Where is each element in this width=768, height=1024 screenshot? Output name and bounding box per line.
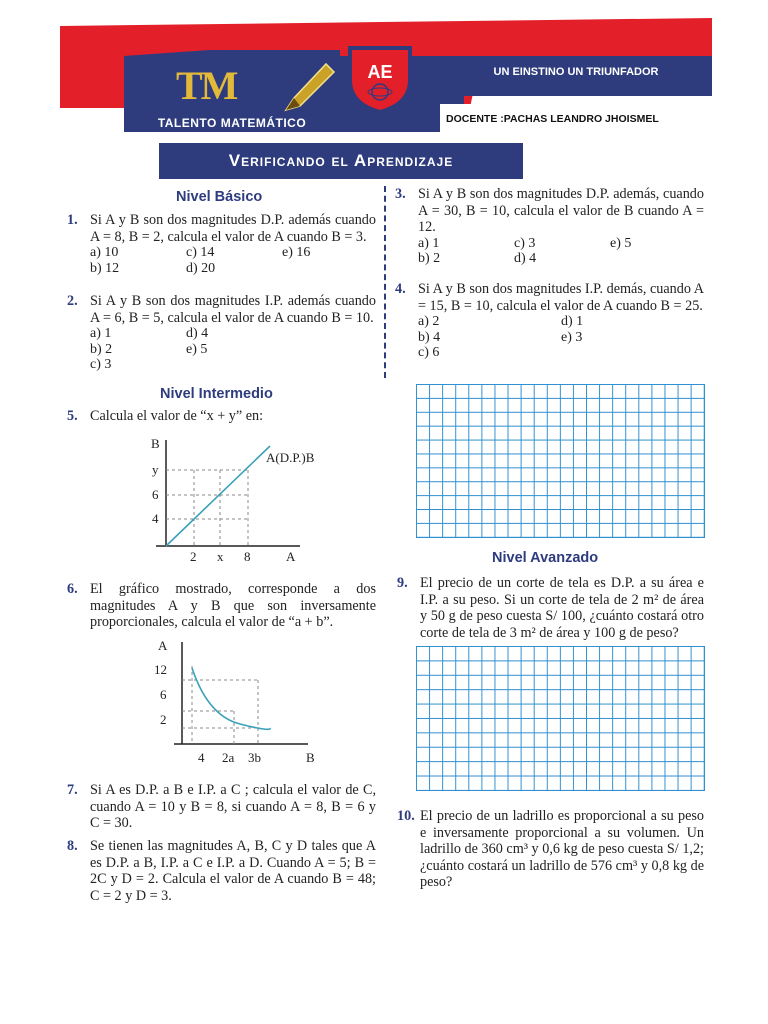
option: e) 5: [186, 341, 208, 357]
question-8: [67, 838, 376, 904]
option: c) 14: [186, 245, 215, 260]
option: a) 2: [418, 314, 440, 329]
brand-name: TALENTO MATEMÁTICO: [157, 116, 307, 130]
option: b) 2: [90, 341, 113, 357]
question-number: 7.: [67, 782, 78, 798]
school-badge: [345, 42, 415, 114]
option: a) 1: [90, 326, 112, 341]
line-label: A(D.P.)B: [266, 450, 315, 465]
y-tick: 2: [160, 712, 167, 727]
question-1: [67, 212, 376, 276]
y-tick: 6: [160, 687, 167, 702]
question-text: Si A y B son dos magnitudes I.P. demás, cuando A = 15, B = 10, calcula el valor de A cuando B = 25.: [418, 281, 704, 314]
question-text: Calcula el valor de “x + y” en:: [90, 408, 264, 424]
question-text: El precio de un ladrillo es proporcional a su peso e inversamente proporcional a su volumen. Un ladrillo de 360 cm³ y 0,6 kg de peso cuesta S/ 1,2; ¿cuánto costará un ladrillo de 576 cm³ y 0,8 kg de peso?: [420, 808, 704, 890]
option: d) 4: [514, 251, 537, 266]
x-tick: 4: [198, 750, 205, 765]
option: a) 1: [418, 235, 440, 251]
question-6: [67, 581, 376, 631]
question-2: [67, 293, 376, 373]
option: c) 3: [514, 235, 536, 251]
question-10: [397, 808, 704, 891]
column-divider: [384, 186, 386, 378]
badge-letters: AE: [367, 62, 393, 82]
question-9: [397, 575, 704, 641]
question-number: 3.: [395, 186, 406, 202]
page-title: Verificando el Aprendizaje: [159, 143, 523, 179]
options: [418, 236, 704, 267]
logo-letters: TM: [176, 63, 237, 108]
option: b) 4: [418, 329, 441, 345]
question-3: [395, 186, 704, 267]
question-text: Si A y B son dos magnitudes D.P. además cuando A = 8, B = 2, calcula el valor de A cuando B = 3.: [90, 212, 376, 245]
answer-grid-2[interactable]: [416, 646, 705, 791]
logo-block: [126, 58, 336, 130]
section-advanced: Nivel Avanzado: [492, 550, 599, 566]
y-tick: 4: [152, 511, 159, 526]
options: [418, 314, 704, 361]
options: [90, 326, 376, 373]
option: c) 3: [90, 357, 112, 372]
option: b) 12: [90, 260, 120, 276]
question-number: 2.: [67, 293, 78, 309]
question-number: 6.: [67, 581, 78, 597]
option: a) 10: [90, 245, 119, 260]
question-text: El gráfico mostrado, corresponde a dos magnitudes A y B que son inversamente proporcionales, calcula el valor de “a + b”.: [90, 581, 376, 630]
option: e) 5: [610, 235, 632, 251]
answer-grid-1[interactable]: [416, 384, 705, 538]
option: d) 20: [186, 260, 216, 276]
question-4: [395, 281, 704, 361]
y-tick: 6: [152, 487, 159, 502]
x-tick: x: [217, 549, 224, 564]
question-number: 8.: [67, 838, 78, 854]
option: e) 16: [282, 245, 311, 260]
option: d) 1: [561, 314, 584, 329]
section-intermediate: Nivel Intermedio: [160, 386, 273, 402]
pen-icon: [276, 58, 336, 118]
question-number: 4.: [395, 281, 406, 297]
y-tick: y: [152, 462, 159, 477]
section-basic: Nivel Básico: [176, 189, 263, 205]
option: b) 2: [418, 251, 441, 266]
question-text: Si A es D.P. a B e I.P. a C ; calcula el valor de C, cuando A = 10 y B = 8, si cuando A = 8, B = 6 y C = 30.: [90, 782, 376, 831]
question-number: 5.: [67, 408, 78, 424]
proportion-line: [166, 446, 270, 546]
question-text: Si A y B son dos magnitudes I.P. además cuando A = 6, B = 5, calcula el valor de A cuando B = 10.: [90, 293, 376, 326]
graph-direct-proportion: [140, 432, 340, 572]
y-tick: 12: [154, 662, 167, 677]
options: [90, 245, 376, 276]
option: e) 3: [561, 329, 583, 345]
teacher-name: DOCENTE :PACHAS LEANDRO JHOISMEL: [446, 113, 659, 125]
x-axis-label: B: [306, 750, 315, 765]
question-number: 9.: [397, 575, 408, 591]
x-tick: 3b: [248, 750, 261, 765]
question-7: [67, 782, 376, 832]
graph-inverse-proportion: [140, 636, 340, 771]
question-number: 1.: [67, 212, 78, 228]
question-text: Se tienen las magnitudes A, B, C y D tales que A es D.P. a B, I.P. a C e I.P. a D. Cuando A = 5; B = 2C y D = 2. Calcula el valor de A cuando B = 48; C = 2 y D = 3.: [90, 838, 376, 904]
question-text: Si A y B son dos magnitudes D.P. además, cuando A = 30, B = 10, calcula el valor de B cuando A = 12.: [418, 186, 704, 235]
option: c) 6: [418, 345, 440, 360]
motto: UN EINSTINO UN TRIUNFADOR: [493, 66, 659, 78]
question-text: El precio de un corte de tela es D.P. a su área e I.P. a su peso. Si un corte de tela de 2 m² de área y 50 g de peso cuesta S/ 100, ¿cuánto costará otro corte de tela de 3 m² de área y 100 g de peso?: [420, 575, 704, 641]
x-tick: 2a: [222, 750, 235, 765]
question-number: 10.: [397, 808, 415, 824]
x-tick: 2: [190, 549, 197, 564]
option: d) 4: [186, 326, 209, 341]
question-5: [67, 408, 376, 425]
x-axis-label: A: [286, 549, 296, 564]
y-axis-label: A: [158, 638, 168, 653]
x-tick: 8: [244, 549, 251, 564]
y-axis-label: B: [151, 436, 160, 451]
